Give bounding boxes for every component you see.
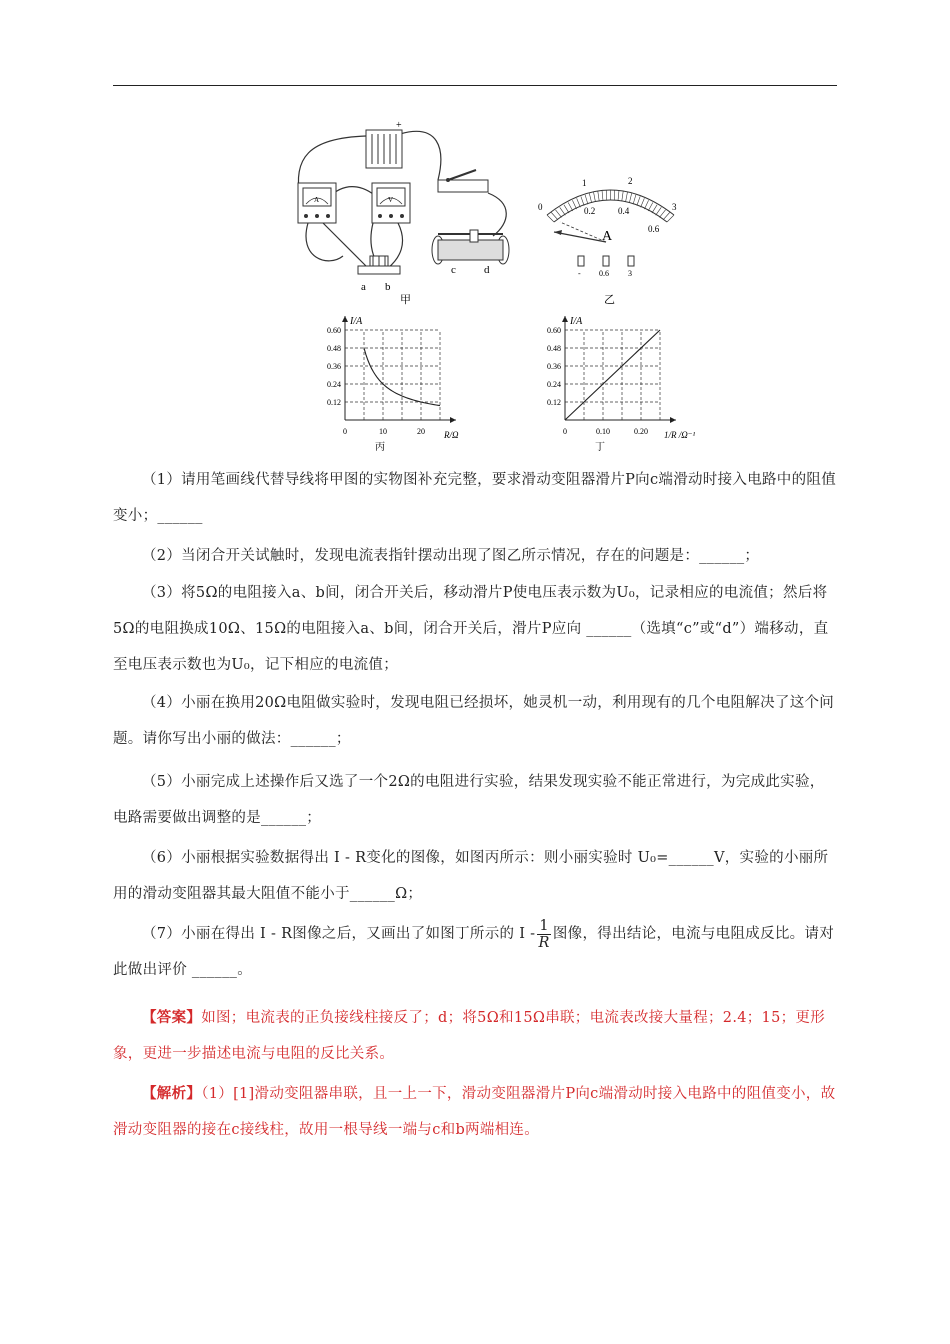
y-tick-label: 0.24 — [547, 380, 561, 389]
y-tick-label: 0.48 — [547, 344, 561, 353]
ammeter — [298, 183, 336, 223]
answer-tag: 【答案】 — [142, 1009, 202, 1026]
voltmeter — [372, 183, 410, 223]
analysis-text: （1）[1]滑动变阻器串联，且一上一下，滑动变阻器滑片P向c端滑动时接入电路中的阻值变小，故滑动变阻器的接在c接线柱，故用一根导线一端与c和b两端相连。 — [113, 1086, 836, 1138]
y-axis-label: I/A — [350, 316, 363, 327]
x-axis-label: R/Ω — [444, 430, 459, 440]
figure-jia-caption: 甲 — [400, 294, 411, 306]
x-tick-label: 20 — [417, 427, 425, 436]
switch — [438, 170, 488, 192]
y-tick-label: 0.36 — [327, 362, 341, 371]
rheostat — [432, 230, 509, 276]
svg-text:0.6: 0.6 — [599, 269, 609, 278]
svg-text:b: b — [385, 281, 391, 293]
figure-jia-circuit — [288, 118, 528, 308]
question-4: （4）小丽在换用20Ω电阻做实验时，发现电阻已经损坏，她灵机一动，利用现有的几个电阻解决了这个问题。请你写出小丽的做法：______； — [113, 695, 835, 747]
svg-text:3: 3 — [628, 269, 632, 278]
question-7-after: 图像，得出结论，电流与电阻成反比。请对此做出评价 ______。 — [113, 926, 835, 978]
svg-text:c: c — [451, 264, 456, 276]
chart-ding — [520, 312, 720, 454]
chart-caption: 丙 — [375, 442, 385, 453]
fixed-resistor — [358, 256, 400, 293]
question-6: （6）小丽根据实验数据得出 I - R变化的图像，如图丙所示：则小丽实验时 U₀=______V，实验的小丽所用的滑动变阻器其最大阻值不能小于______Ω； — [113, 850, 829, 902]
answer — [113, 1000, 837, 1072]
svg-text:2: 2 — [628, 176, 633, 186]
series-line — [565, 330, 660, 420]
x-tick-label: 0 — [343, 427, 347, 436]
svg-text:0.6: 0.6 — [648, 224, 660, 234]
x-axis-arrow — [670, 417, 676, 423]
svg-text:0.2: 0.2 — [584, 206, 596, 216]
svg-text:0: 0 — [538, 202, 543, 212]
series-line — [364, 348, 440, 406]
x-tick-label: 0.20 — [634, 427, 648, 436]
y-axis-arrow — [562, 316, 568, 322]
header-rule — [113, 85, 837, 86]
svg-text:A: A — [602, 229, 613, 244]
y-tick-label: 0.12 — [547, 398, 561, 407]
svg-text:a: a — [361, 281, 366, 293]
y-tick-label: 0.60 — [327, 326, 341, 335]
question-1: （1）请用笔画线代替导线将甲图的实物图补充完整，要求滑动变阻器滑片P向c端滑动时接入电路中的阻值变小；______ — [113, 472, 836, 524]
analysis — [113, 1076, 837, 1148]
svg-text:-: - — [578, 269, 581, 278]
chart-caption: 丁 — [595, 442, 605, 453]
battery — [366, 120, 402, 168]
svg-text:V: V — [388, 196, 394, 204]
meter-needle — [554, 232, 606, 242]
question-7 — [113, 916, 837, 988]
svg-text:A: A — [314, 196, 320, 204]
x-axis-label: 1/R /Ω⁻¹ — [664, 430, 696, 440]
svg-text:1: 1 — [582, 178, 587, 188]
figure-yi-meter — [532, 170, 692, 310]
y-tick-label: 0.12 — [327, 398, 341, 407]
y-axis-label: I/A — [570, 316, 583, 327]
svg-text:d: d — [484, 264, 490, 276]
question-5: （5）小丽完成上述操作后又选了一个2Ω的电阻进行实验，结果发现实验不能正常进行，为完成此实验，电路需要做出调整的是______； — [113, 774, 825, 826]
question-2: （2）当闭合开关试触时，发现电流表指针摆动出现了图乙所示情况，存在的问题是：______； — [142, 548, 760, 564]
y-tick-label: 0.60 — [547, 326, 561, 335]
x-tick-label: 0.10 — [596, 427, 610, 436]
fraction-one-over-r: $\frac{1}{R}$ — [538, 917, 550, 951]
svg-text:3: 3 — [672, 202, 677, 212]
question-7-before: （7）小丽在得出 I - R图像之后，又画出了如图丁所示的 I - — [142, 926, 536, 942]
y-tick-label: 0.36 — [547, 362, 561, 371]
svg-text:+: + — [396, 120, 402, 131]
chart-bing — [300, 312, 480, 454]
svg-text:0.4: 0.4 — [618, 206, 630, 216]
y-tick-label: 0.24 — [327, 380, 341, 389]
x-axis-arrow — [450, 417, 456, 423]
answer-text: 如图；电流表的正负接线柱接反了；d；将5Ω和15Ω串联；电流表改接大量程；2.4；15；更形象，更进一步描述电流与电阻的反比关系。 — [113, 1010, 826, 1062]
meter-ticks — [547, 190, 674, 222]
y-axis-arrow — [342, 316, 348, 322]
x-tick-label: 10 — [379, 427, 387, 436]
y-tick-label: 0.48 — [327, 344, 341, 353]
question-3: （3）将5Ω的电阻接入a、b间，闭合开关后，移动滑片P使电压表示数为U₀，记录相应的电流值；然后将5Ω的电阻换成10Ω、15Ω的电阻接入a、b间，闭合开关后，滑片P应向 ______（选填“c”或“d”）端移动，直至电压表示数也为U₀，记下相应的电流值； — [113, 585, 829, 673]
x-tick-label: 0 — [563, 427, 567, 436]
analysis-tag: 【解析】 — [142, 1085, 202, 1102]
figure-yi-caption: 乙 — [604, 294, 615, 306]
